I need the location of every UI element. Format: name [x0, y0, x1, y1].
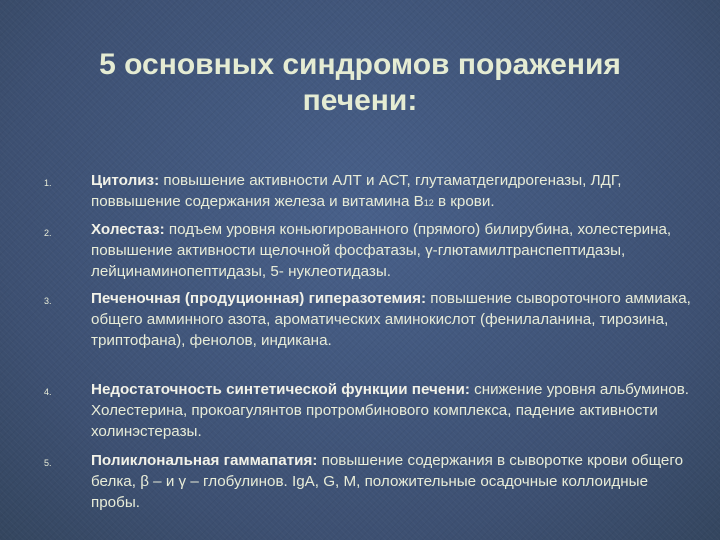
syndrome-description: повышение активности АЛТ и АСТ, глутаматдегидрогеназы, ЛДГ, поввышение содержания железа и витамина В: [91, 172, 622, 210]
list-item-text: [91, 288, 691, 351]
list-item-text: [91, 379, 691, 442]
list-item-text: [91, 170, 691, 214]
list-item-text: [91, 450, 691, 513]
list-number: 2.: [44, 228, 52, 238]
syndrome-term: Недостаточность синтетической функции печени:: [91, 381, 470, 398]
list-number: 1.: [44, 178, 52, 188]
subscript: 12: [423, 198, 434, 208]
syndrome-term: Печеночная (продуционная) гиперазотемия:: [91, 290, 427, 307]
title-line-1: 5 основных синдромов поражения: [99, 48, 621, 81]
syndrome-term: Холестаз:: [91, 221, 165, 238]
title-line-2: печени:: [302, 84, 418, 117]
slide-title: [40, 47, 680, 119]
syndrome-description: повышение сывороточного аммиака, общего амминного азота, ароматических аминокислот (фенилаланина, тирозина, триптофана), фенолов, индикана.: [91, 290, 691, 349]
syndrome-term: Цитолиз:: [91, 172, 160, 189]
list-number: 4.: [44, 387, 52, 397]
list-number: 5.: [44, 458, 52, 468]
syndrome-term: Поликлональная гаммапатия:: [91, 452, 318, 469]
syndrome-description-end: в крови.: [433, 193, 495, 210]
syndrome-description: подъем уровня коньюгированного (прямого) билирубина, холестерина, повышение активности щелочной фосфатазы, γ-глютамилтранспептидазы, лейцинаминопептидазы, 5- нуклеотидазы.: [91, 221, 672, 280]
syndrome-description: снижение уровня альбуминов. Холестерина, прокоагулянтов протромбинового комплекса, падение активности холинэстеразы.: [91, 381, 689, 440]
list-number: 3.: [44, 296, 52, 306]
list-item-text: [91, 219, 691, 282]
syndrome-description: повышение содержания в сыворотке крови общего белка, β – и γ – глобулинов. IgA, G, M, положительные осадочные коллоидные пробы.: [91, 452, 684, 511]
